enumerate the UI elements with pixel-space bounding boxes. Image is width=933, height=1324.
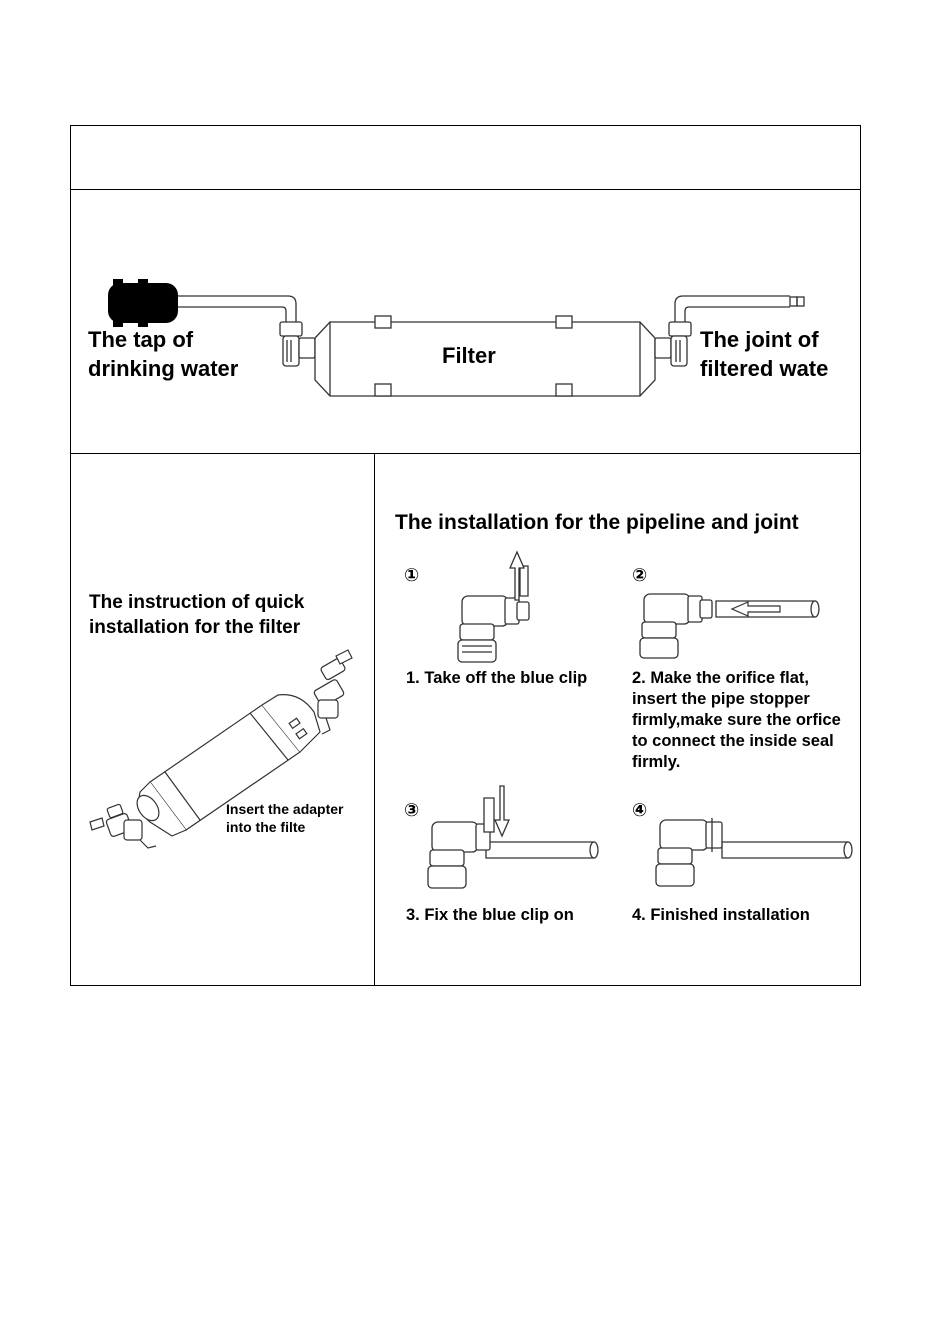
step-2-caption-line3: firmly,make sure the orfice xyxy=(632,711,841,729)
pipe-icon xyxy=(486,842,598,858)
tap-label-line2: drinking water xyxy=(88,356,239,381)
step-1-caption: 1. Take off the blue clip xyxy=(406,669,588,687)
filter-label: Filter xyxy=(442,343,496,368)
clip-icon xyxy=(520,566,528,596)
step-2-caption-line4: to connect the inside seal xyxy=(632,732,834,750)
step-4-marker: ④ xyxy=(632,800,648,820)
quick-install-title-line2: installation for the filter xyxy=(89,617,301,638)
step-1-marker: ① xyxy=(404,565,420,585)
elbow-fitting-icon xyxy=(656,818,722,886)
adapter-caption-line2: into the filte xyxy=(226,819,306,835)
step-2-caption-line2: insert the pipe stopper xyxy=(632,690,810,708)
elbow-fitting-icon xyxy=(458,596,529,662)
adapter-caption-line1: Insert the adapter xyxy=(226,801,344,817)
tap-label-line1: The tap of xyxy=(88,327,194,352)
arrow-icon xyxy=(495,786,509,836)
clip-icon xyxy=(484,798,494,832)
elbow-fitting-icon xyxy=(640,594,712,658)
step-3-marker: ③ xyxy=(404,800,420,820)
quick-install-title-line1: The instruction of quick xyxy=(89,592,305,613)
pipe-icon xyxy=(722,842,852,858)
pipeline-title: The installation for the pipeline and joint xyxy=(395,511,799,534)
joint-label-line1: The joint of xyxy=(700,327,819,352)
joint-label-line2: filtered wate xyxy=(700,356,829,381)
step-2-marker: ② xyxy=(632,565,648,585)
step-2-caption-line5: firmly. xyxy=(632,753,681,771)
step-4-caption: 4. Finished installation xyxy=(632,906,810,924)
step-2-caption-line1: 2. Make the orifice flat, xyxy=(632,669,809,687)
elbow-fitting-icon xyxy=(428,822,490,888)
step-3-caption: 3. Fix the blue clip on xyxy=(406,906,574,924)
